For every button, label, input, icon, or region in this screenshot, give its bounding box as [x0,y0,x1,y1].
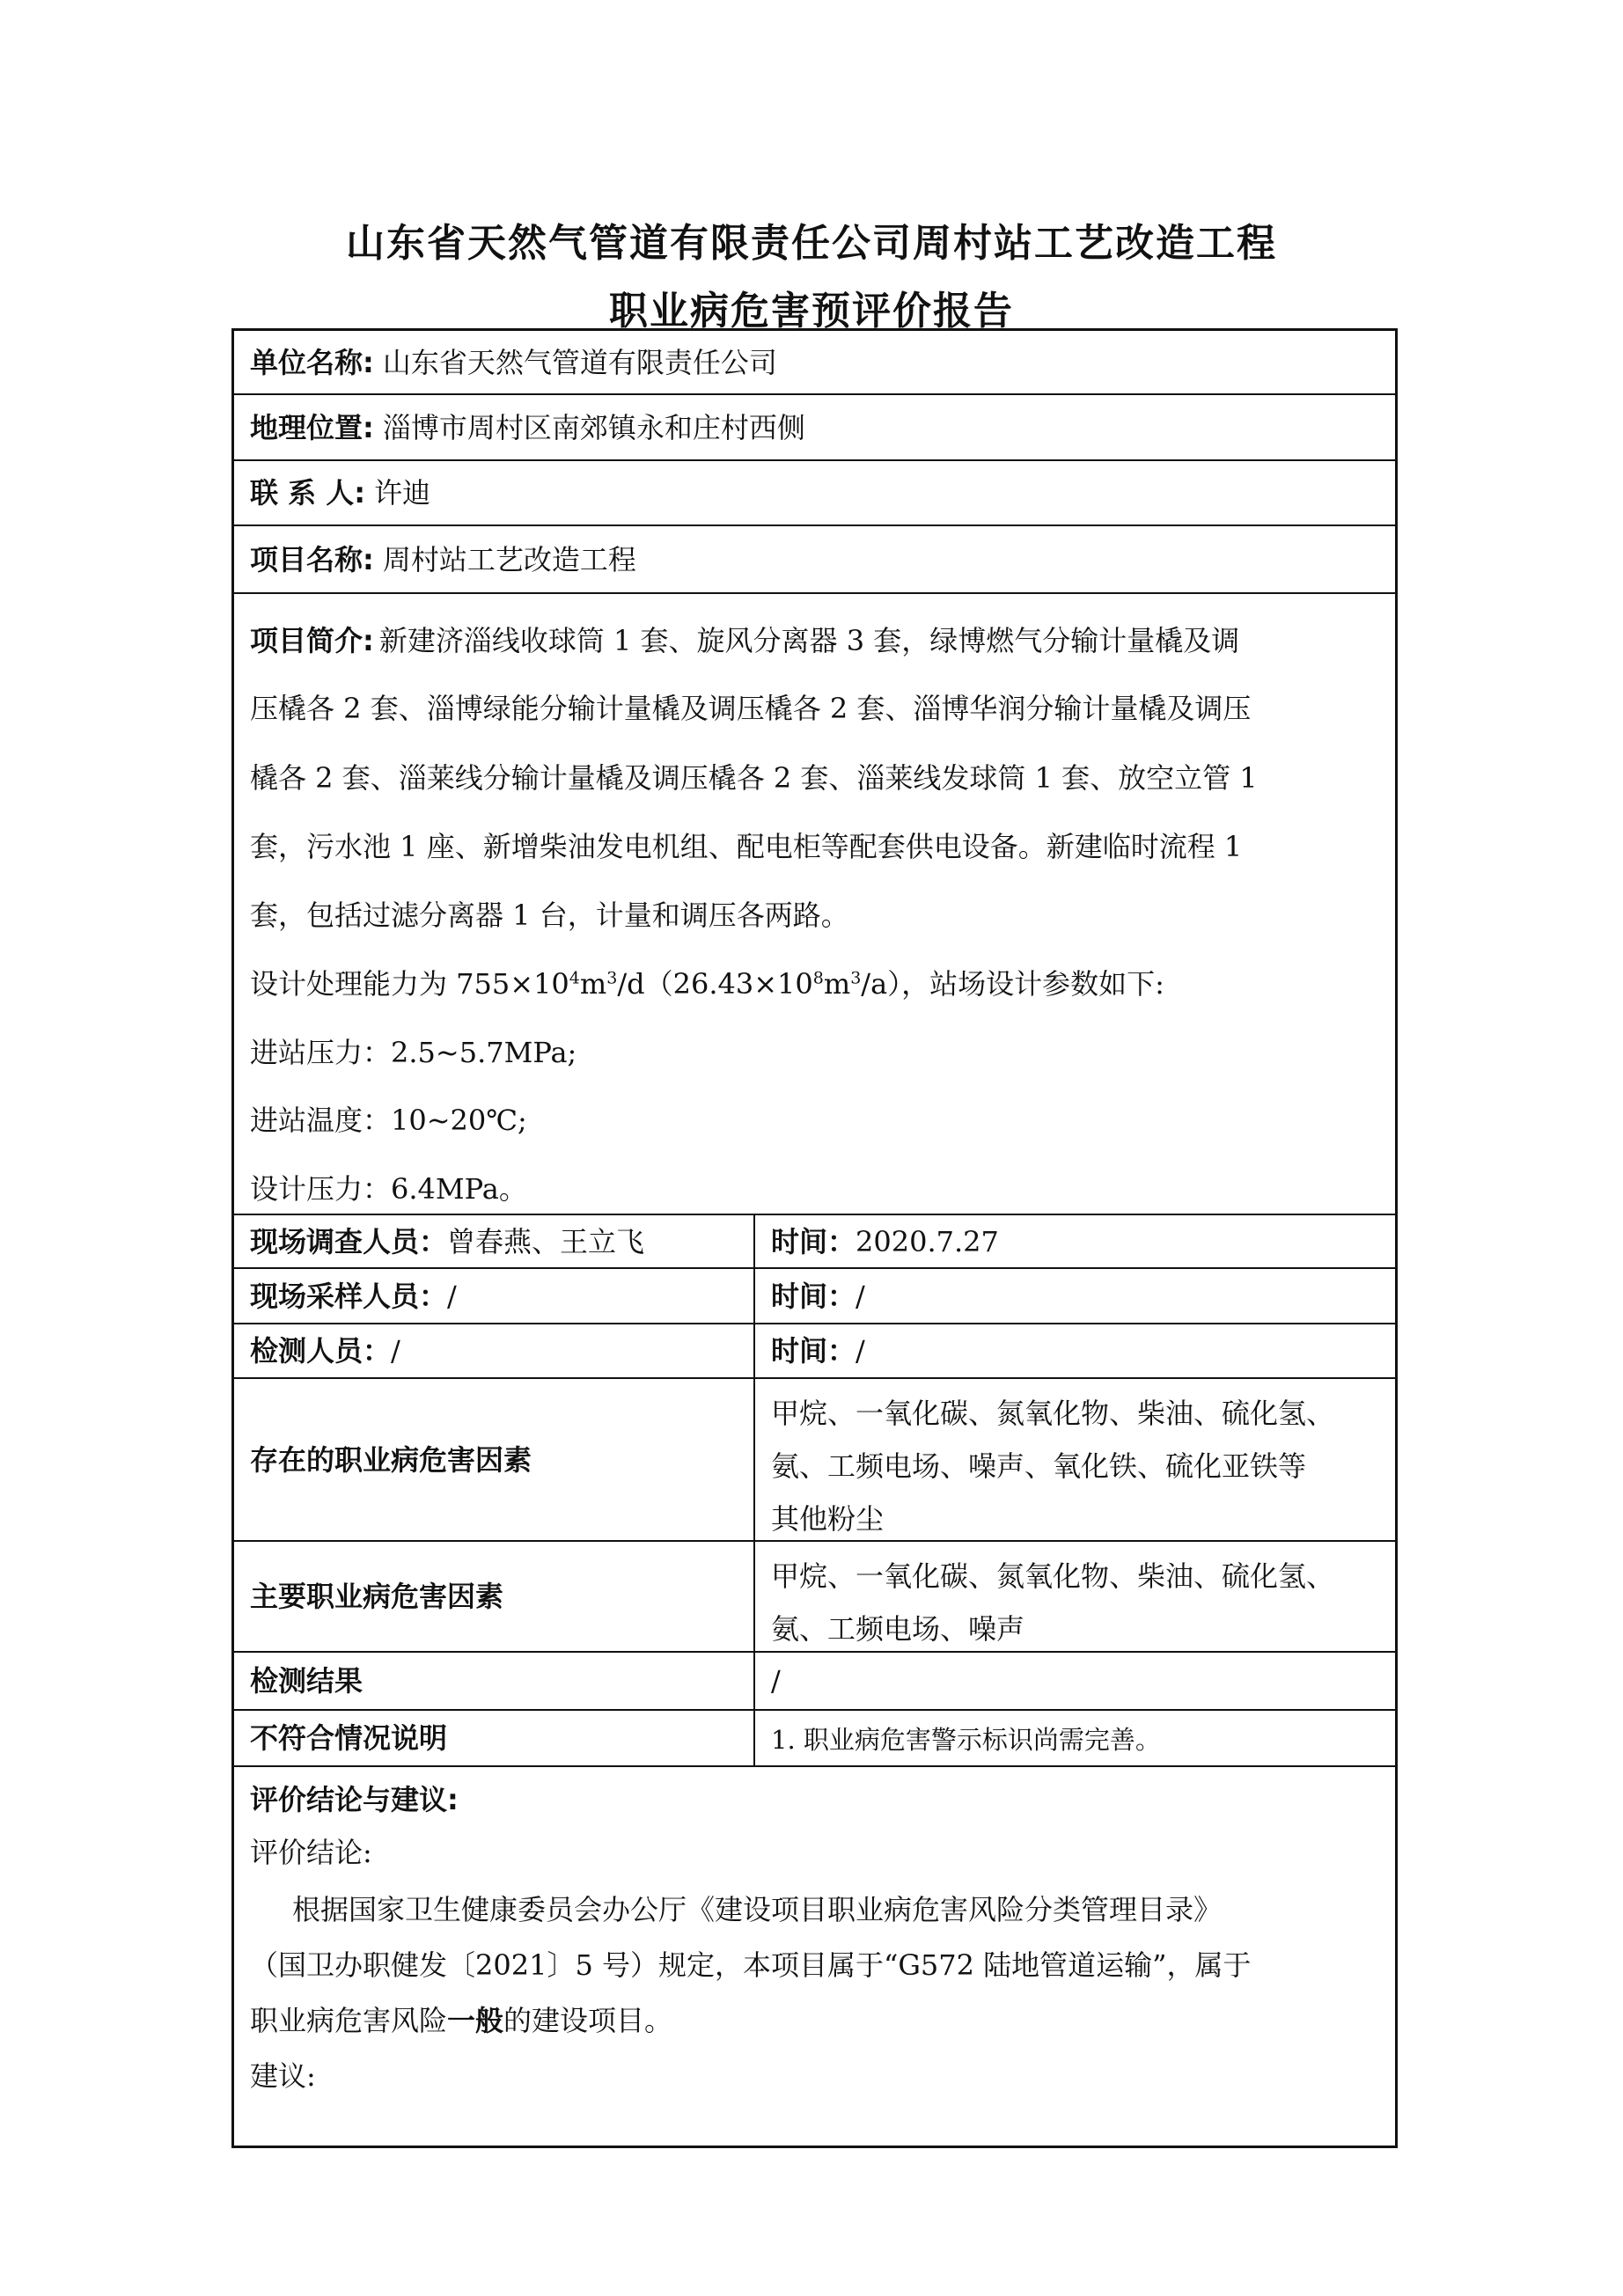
survey-value: 曾春燕、王立飞 [447,1224,645,1258]
main-hazards-row [234,1542,1395,1653]
existing-hazards-line3: 其他粉尘 [771,1502,885,1536]
project-row [234,526,1395,594]
main-hazards-label: 主要职业病危害因素 [250,1580,504,1613]
sampling-time-label: 时间： [771,1279,856,1313]
design-capacity: 设计处理能力为 $755\times 10^4m^3/d(26.43\times 10^8m^3/a)$，站场设计参数如下: [250,967,1164,1001]
testing-time-value: / [856,1334,865,1368]
summary-line1: 新建济淄线收球筒 1 套、旋风分离器 3 套，绿博燃气分输计量橇及调 [378,624,1240,657]
existing-hazards-line1: 甲烷、一氧化碳、氮氧化物、柴油、硫化氢、 [771,1397,1335,1430]
testing-row [234,1324,1395,1379]
inlet-temperature: 进站温度：10~20℃; [250,1104,527,1137]
sampling-value: / [447,1279,457,1313]
survey-label: 现场调查人员： [250,1224,448,1258]
conclusion-para-line1: 根据国家卫生健康委员会办公厅《建设项目职业病危害风险分类管理目录》 [292,1893,1223,1926]
conclusion-subheader: 评价结论: [250,1836,372,1869]
contact-value: 许迪 [374,476,431,510]
conclusion-header: 评价结论与建议: [250,1783,459,1816]
unit-label: 单位名称: [250,345,374,379]
testing-time-label: 时间： [771,1334,856,1368]
unit-value: 山东省天然气管道有限责任公司 [382,345,777,379]
contact-label: 联 系 人: [250,476,366,510]
conclusion-section [234,1767,1395,2146]
conclusion-para-line3: 职业病危害风险一般的建设项目。 [250,2004,673,2037]
contact-row [234,461,1395,526]
testing-value: / [391,1334,400,1368]
project-label: 项目名称: [250,542,374,576]
sampling-row [234,1269,1395,1324]
sampling-time-value: / [856,1279,865,1313]
location-label: 地理位置: [250,410,374,444]
suggestion-subheader: 建议: [250,2059,316,2093]
report-form-table [231,328,1398,2148]
survey-time-label: 时间： [771,1224,856,1258]
design-pressure: 设计压力：6.4MPa。 [250,1172,527,1206]
noncompliance-row [234,1711,1395,1767]
existing-hazards-row [234,1379,1395,1542]
unit-row [234,331,1395,395]
existing-hazards-line2: 氨、工频电场、噪声、氧化铁、硫化亚铁等 [771,1449,1307,1483]
summary-line5: 套，包括过滤分离器 1 台，计量和调压各两路。 [250,899,849,932]
noncompliance-label: 不符合情况说明 [250,1721,448,1755]
existing-hazards-label: 存在的职业病危害因素 [250,1442,532,1477]
document-title-line2: 职业病危害预评价报告 [609,289,1014,334]
main-hazards-line1: 甲烷、一氧化碳、氮氧化物、柴油、硫化氢、 [771,1559,1335,1593]
survey-time-value: 2020.7.27 [856,1224,999,1258]
location-row [234,395,1395,461]
sampling-label: 现场采样人员： [250,1279,448,1313]
result-value: / [771,1664,781,1698]
conclusion-para-line2: （国卫办职健发〔2021〕5 号）规定，本项目属于“G572 陆地管道运输”，属于 [250,1948,1252,1982]
survey-row [234,1215,1395,1269]
summary-label: 项目简介: [250,624,374,657]
risk-level: 一般 [447,2004,504,2037]
summary-line2: 压橇各 2 套、淄博绿能分输计量橇及调压橇各 2 套、淄博华润分输计量橇及调压 [250,692,1252,725]
result-row [234,1653,1395,1711]
summary-row [234,594,1395,1215]
result-label: 检测结果 [250,1664,364,1698]
main-hazards-line2: 氨、工频电场、噪声 [771,1612,1025,1646]
location-value: 淄博市周村区南郊镇永和庄村西侧 [382,410,805,444]
noncompliance-value: 1. 职业病危害警示标识尚需完善。 [771,1724,1161,1755]
summary-line3: 橇各 2 套、淄莱线分输计量橇及调压橇各 2 套、淄莱线发球筒 1 套、放空立管 1 [250,761,1258,795]
summary-line4: 套，污水池 1 座、新增柴油发电机组、配电柜等配套供电设备。新建临时流程 1 [250,830,1243,863]
inlet-pressure: 进站压力：2.5~5.7MPa; [250,1036,577,1069]
project-value: 周村站工艺改造工程 [382,542,636,576]
testing-label: 检测人员： [250,1334,392,1368]
document-title-line1: 山东省天然气管道有限责任公司周村站工艺改造工程 [346,221,1277,266]
